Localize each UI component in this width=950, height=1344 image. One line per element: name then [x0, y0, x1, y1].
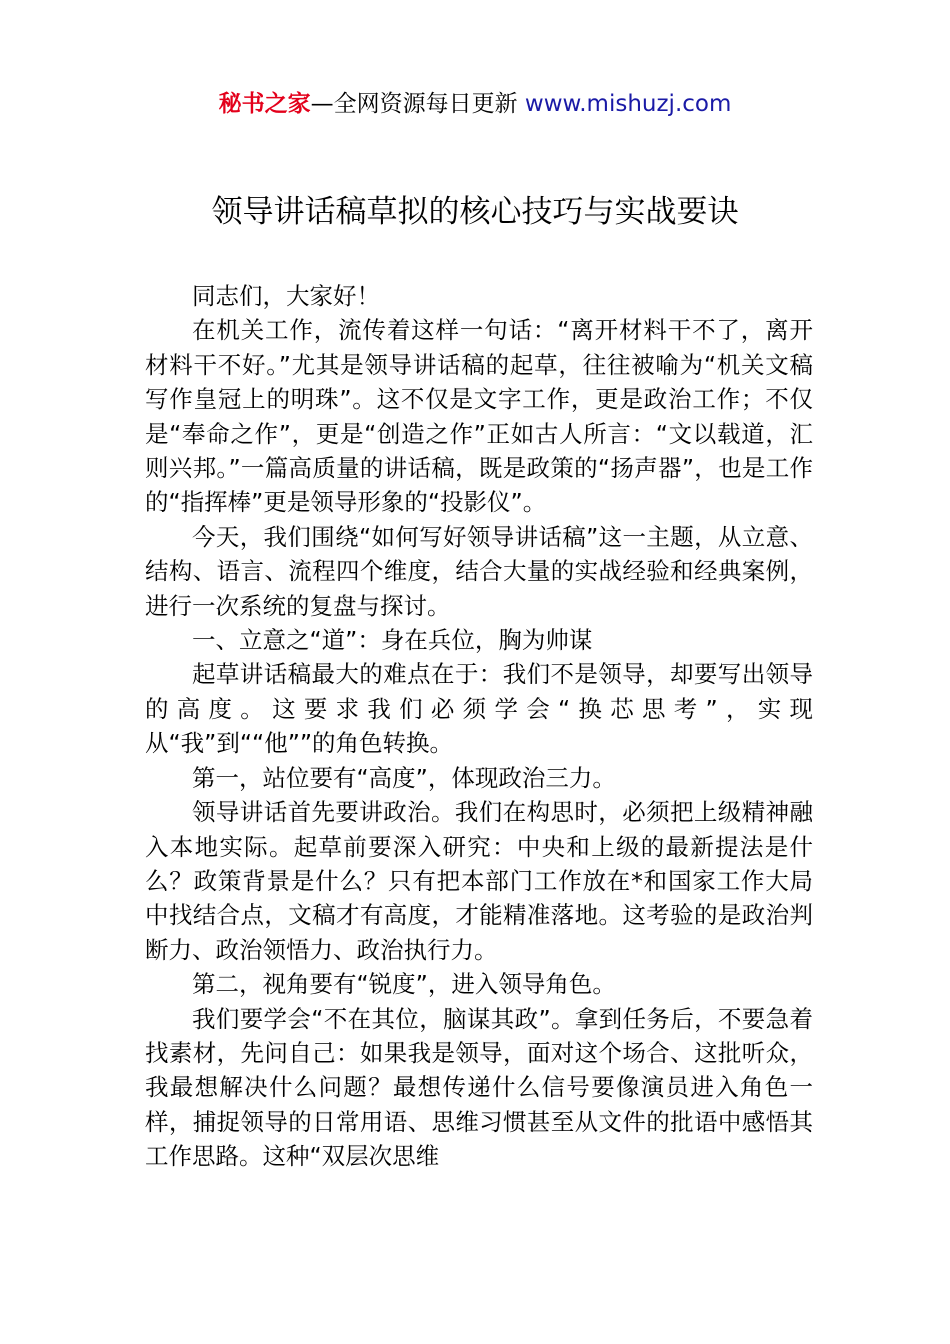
- paragraph: 我们要学会“不在其位，脑谋其政”。拿到任务后，不要急着找素材，先问自己：如果我是领导，面对这个场合、这批听众，我最想解决什么问题？最想传递什么信号要像演员进入角色一样，捕捉领导的日常用语、思维习惯甚至从文件的批语中感悟其工作思路。这种“双层次思维: [145, 1004, 813, 1171]
- document-body: [145, 279, 813, 1174]
- site-brand: 秘书之家: [218, 91, 311, 117]
- paragraph: 今天，我们围绕“如何写好领导讲话稿”这一主题，从立意、结构、语言、流程四个维度，结合大量的实战经验和经典案例，进行一次系统的复盘与探讨。: [145, 522, 813, 620]
- site-url-link[interactable]: www.mishuzj.com: [524, 91, 732, 117]
- paragraph: 起草讲话稿最大的难点在于：我们不是领导，却要写出领导的高度。这要求我们必须学会“换芯思考”，实现从“我”到““他””的角色转换。: [145, 660, 813, 758]
- site-header: [0, 88, 950, 120]
- paragraph: 领导讲话首先要讲政治。我们在构思时，必须把上级精神融入本地实际。起草前要深入研究：中央和上级的最新提法是什么？政策背景是什么？只有把本部门工作放在*和国家工作大局中找结合点，文稿才有高度，才能精准落地。这考验的是政治判断力、政治领悟力、政治执行力。: [145, 798, 813, 964]
- paragraph: 在机关工作，流传着这样一句话：“离开材料干不了，离开材料干不好。”尤其是领导讲话稿的起草，往往被喻为“机关文稿写作皇冠上的明珠”。这不仅是文字工作，更是政治工作；不仅是“奉命之作”，更是“创造之作”正如古人所言：“文以载道，汇则兴邦。”一篇高质量的讲话稿，既是政策的“扬声器”，也是工作的“指挥棒”更是领导形象的“投影仪”。: [145, 316, 813, 517]
- site-tagline: —全网资源每日更新: [310, 91, 525, 117]
- document-title: 领导讲话稿草拟的核心技巧与实战要诀: [211, 194, 739, 230]
- subsection-heading: 第二，视角要有“锐度”，进入领导角色。: [192, 970, 616, 999]
- subsection-heading: 第一，站位要有“高度”，体现政治三力。: [192, 763, 616, 792]
- section-heading: 一、立意之“道”：身在兵位，胸为帅谋: [192, 626, 593, 655]
- paragraph-greeting: 同志们，大家好！: [192, 282, 380, 310]
